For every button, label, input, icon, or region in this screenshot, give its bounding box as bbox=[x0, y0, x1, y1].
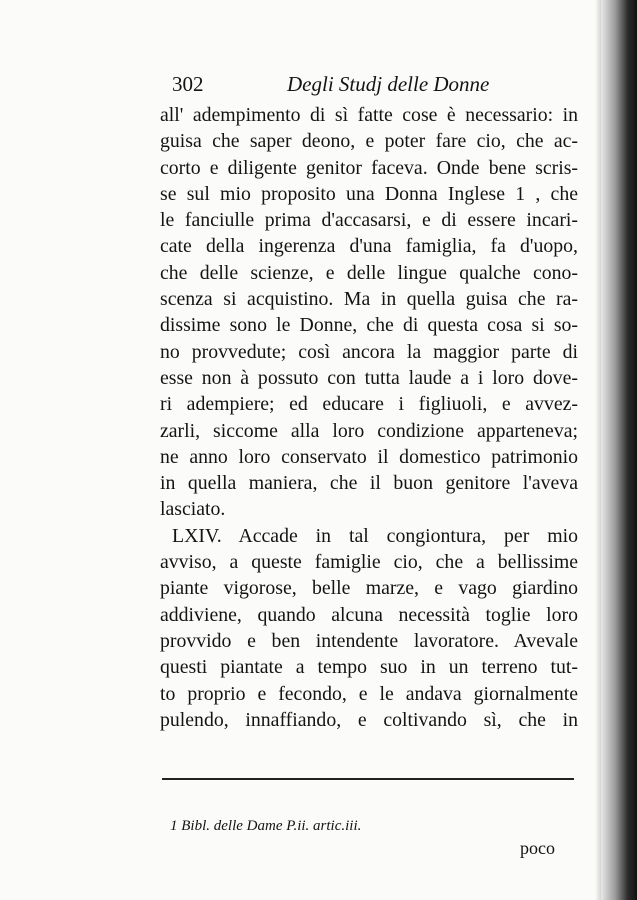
text-line: che delle scienze, e delle lingue qualche cono- bbox=[160, 261, 578, 284]
text-line: cate della ingerenza d'una famiglia, fa d'uopo, bbox=[160, 235, 578, 258]
page-header bbox=[172, 72, 592, 106]
text-line: pulendo, innaffiando, e coltivando sì, che in bbox=[160, 708, 578, 731]
text-line: le fanciulle prima d'accasarsi, e di essere incari- bbox=[160, 209, 578, 232]
text-line: provvido e ben intendente lavoratore. Avevale bbox=[160, 629, 578, 652]
text-line: questi piantate a tempo suo in un terreno tut- bbox=[160, 656, 578, 679]
text-line: dissime sono le Donne, che di questa cosa si so- bbox=[160, 314, 578, 337]
footnote-divider bbox=[162, 778, 574, 780]
binding-edge bbox=[601, 0, 637, 900]
text-line: esse non à possuto con tutta laude a i loro dove- bbox=[160, 366, 578, 389]
footnote: 1 Bibl. delle Dame P.ii. artic.iii. bbox=[170, 818, 362, 834]
text-line: in quella maniera, che il buon genitore l'aveva bbox=[160, 472, 578, 495]
text-line: lasciato. bbox=[160, 498, 226, 521]
text-line: zarli, siccome alla loro condizione apparteneva; bbox=[160, 419, 578, 442]
page-number: 302 bbox=[172, 72, 204, 96]
text-line: ri adempiere; ed educare i figliuoli, e avvez- bbox=[160, 393, 578, 416]
text-line: all' adempimento di sì fatte cose è necessario: in bbox=[160, 104, 578, 126]
section-start-line: LXIV. Accade in tal congiontura, per mio bbox=[172, 524, 578, 547]
text-line: avviso, a queste famiglie cio, che a bellissime bbox=[160, 551, 578, 574]
text-line: to proprio e fecondo, e le andava giornalmente bbox=[160, 682, 578, 705]
text-line: addiviene, quando alcuna necessità toglie loro bbox=[160, 603, 578, 626]
body-text bbox=[160, 102, 578, 733]
text-line: no provvedute; così ancora la maggior parte di bbox=[160, 340, 578, 363]
running-title: Degli Studj delle Donne bbox=[287, 72, 490, 96]
text-line: scenza si acquistino. Ma in quella guisa che ra- bbox=[160, 288, 578, 311]
text-line: corto e diligente genitor faceva. Onde bene scris- bbox=[160, 156, 578, 179]
catchword: poco bbox=[520, 838, 555, 858]
text-line: piante vigorose, belle marze, e vago giardino bbox=[160, 577, 578, 600]
text-line: guisa che saper deono, e poter fare cio, che ac- bbox=[160, 130, 578, 153]
text-line: ne anno loro conservato il domestico patrimonio bbox=[160, 445, 578, 468]
text-line: se sul mio proposito una Donna Inglese 1 , che bbox=[160, 182, 578, 205]
